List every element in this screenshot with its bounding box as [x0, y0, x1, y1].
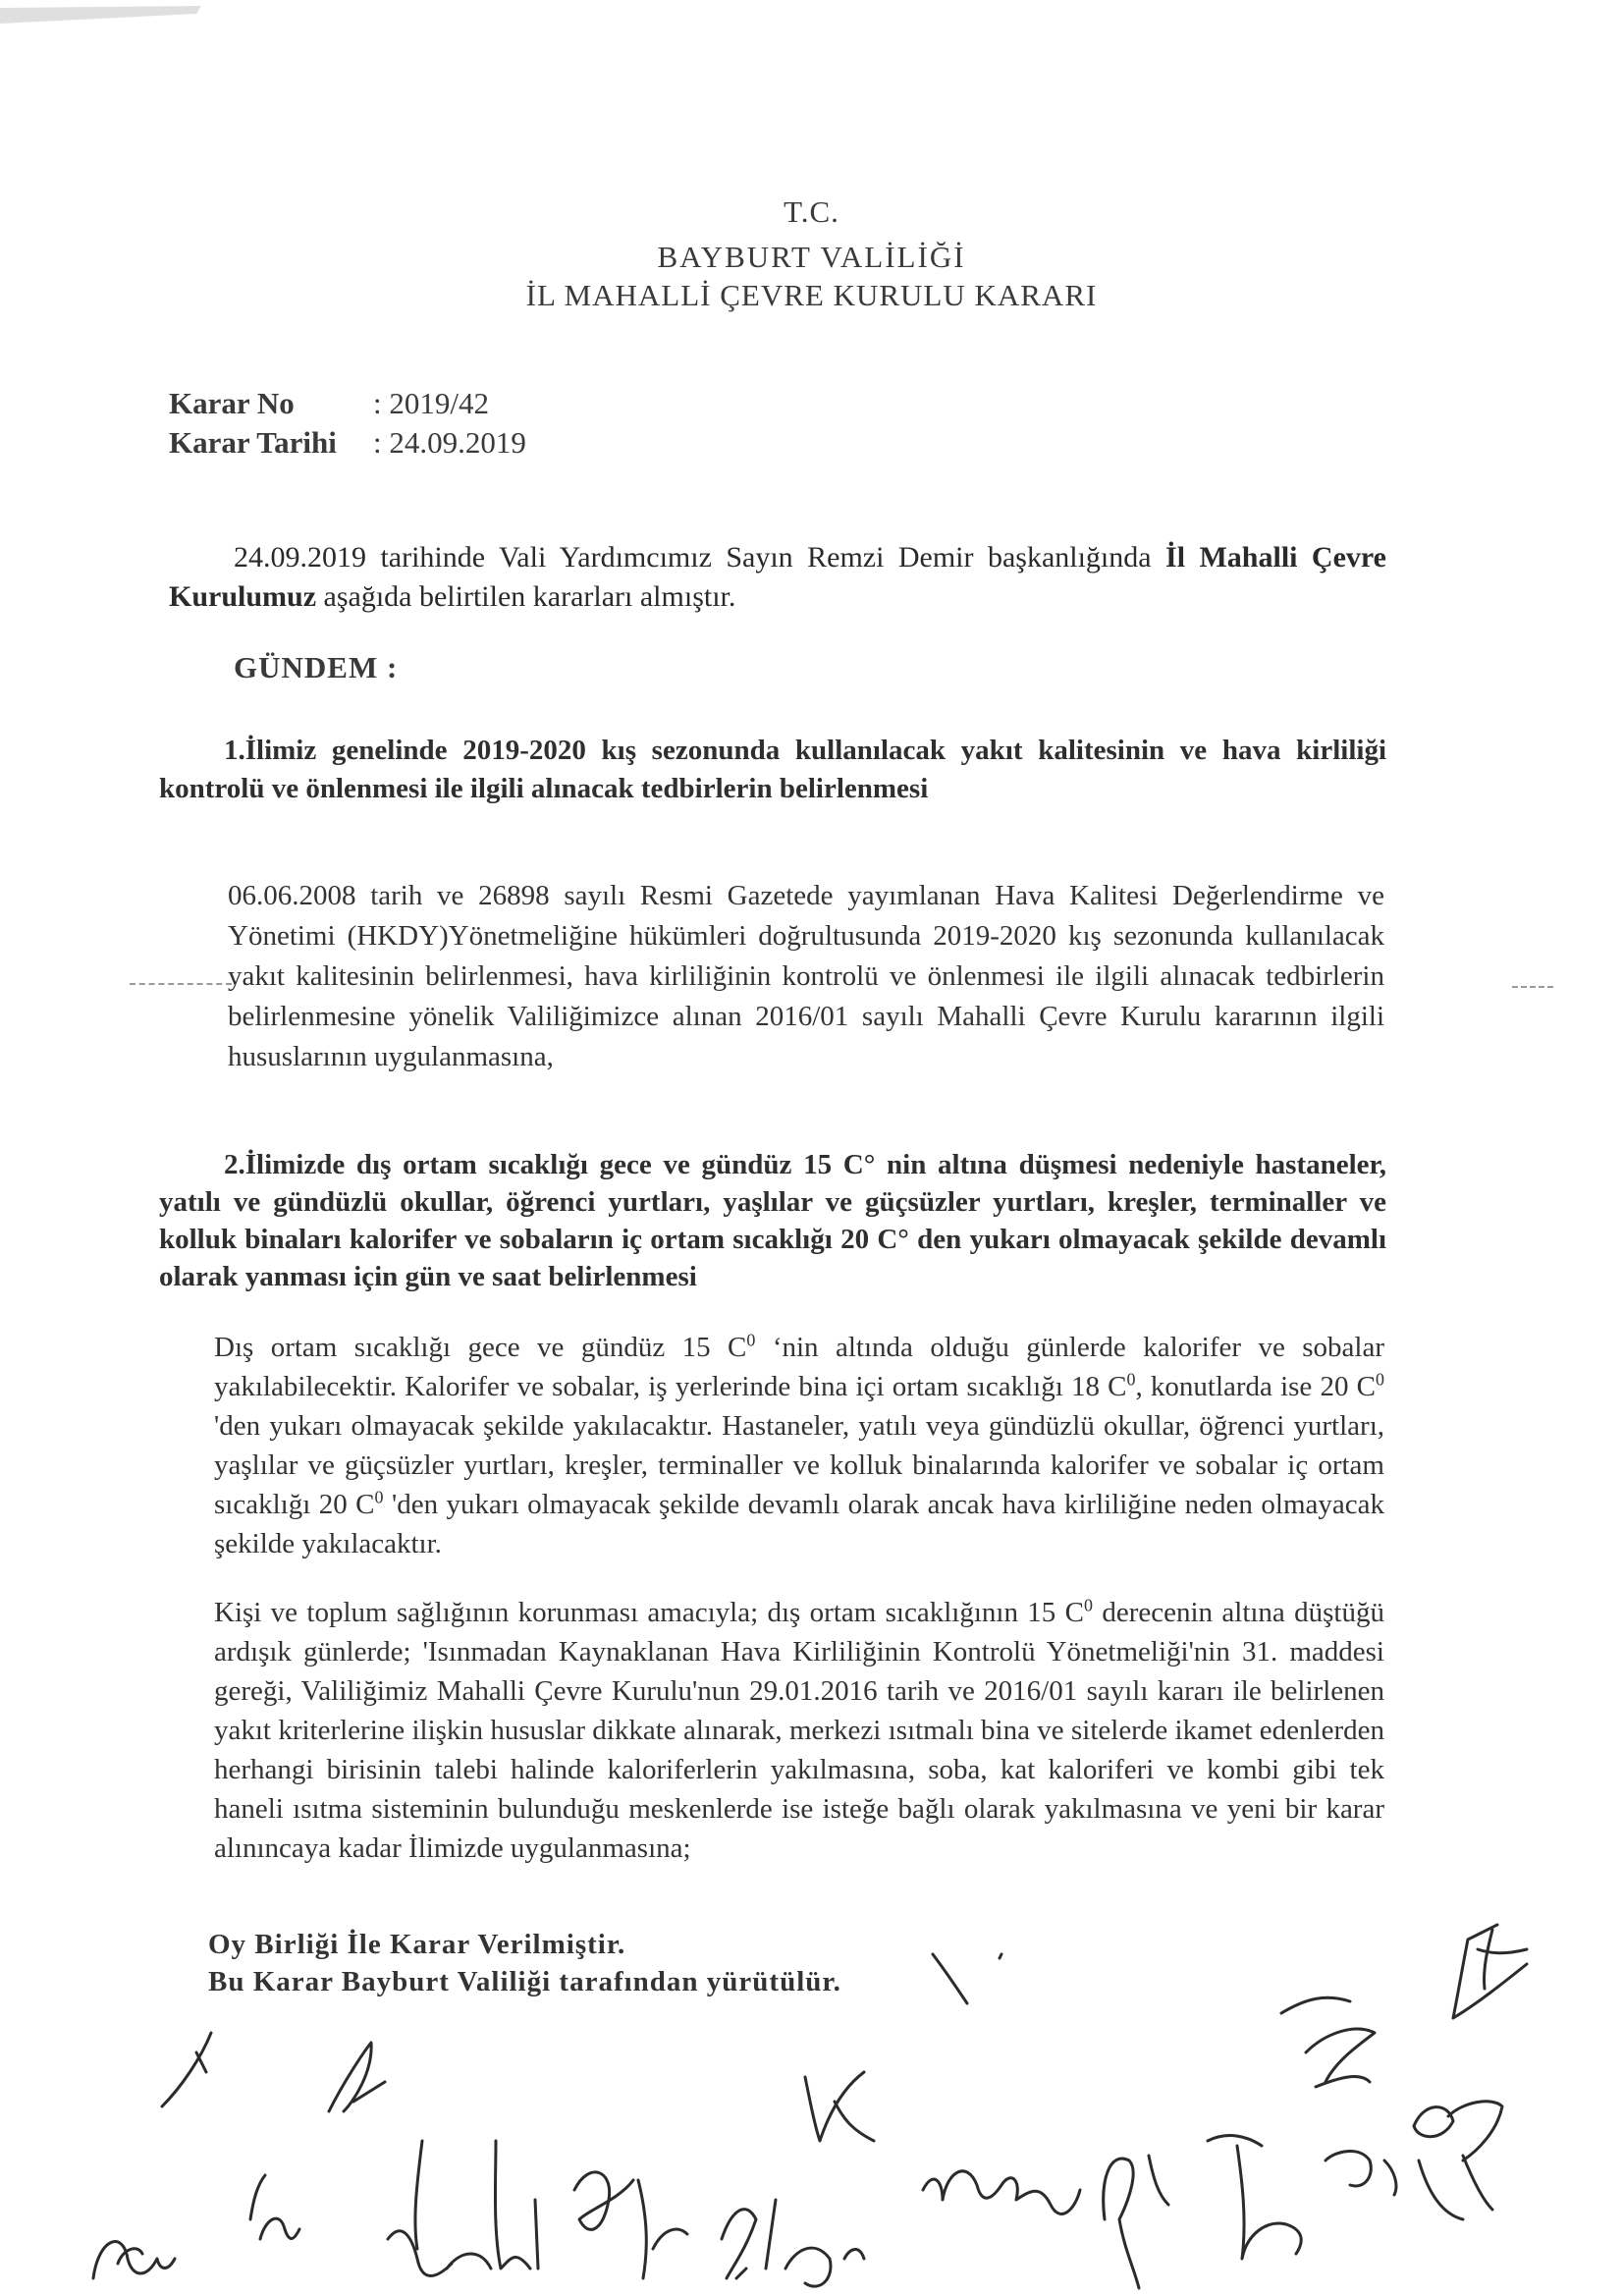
item2-body2: [214, 1593, 1384, 1868]
degree-sup-3: 0: [1376, 1369, 1384, 1390]
closing-line-1: Oy Birliği İle Karar Verilmiştir.: [208, 1929, 626, 1960]
signature-12: [1325, 2102, 1502, 2219]
gundem-label: GÜNDEM :: [234, 650, 399, 684]
body1-c: , konutlarda ise 20 C: [1135, 1371, 1376, 1402]
karar-tarihi-value: : 24.09.2019: [373, 425, 526, 460]
handwritten-signatures-icon: [0, 1846, 1623, 2296]
signature-2: [250, 2043, 385, 2239]
degree-sup-1: 0: [746, 1330, 756, 1350]
signature-11: [1281, 1997, 1375, 2087]
signature-6: [722, 2072, 874, 2278]
karar-no-label: Karar No: [169, 386, 295, 420]
signature-4: [495, 2141, 538, 2269]
karar-tarihi-label: Karar Tarihi: [169, 425, 337, 460]
header-tc: T.C.: [784, 194, 839, 229]
signature-9: [1104, 2156, 1168, 2288]
intro-paragraph: [169, 538, 1386, 617]
signature-1: [93, 2033, 211, 2278]
signature-5: [574, 2172, 687, 2278]
signature-13: [1453, 1925, 1527, 2018]
karar-tarihi-row: [169, 425, 526, 461]
header-karar-title: İL MAHALLİ ÇEVRE KURULU KARARI: [525, 278, 1098, 312]
body1-a: Dış ortam sıcaklığı gece ve gündüz 15 C: [214, 1332, 747, 1363]
scan-dash-left: [130, 983, 232, 985]
signature-3: [388, 2141, 491, 2276]
signature-7: [785, 2248, 864, 2286]
intro-text-1: 24.09.2019 tarihinde Vali Yardımcımız Sayın Remzi Demir başkanlığında: [234, 541, 1166, 574]
body2-a: Kişi ve toplum sağlığının korunması amacıyla; dış ortam sıcaklığının 15 C: [214, 1597, 1084, 1628]
item1-body: 06.06.2008 tarih ve 26898 sayılı Resmi Gazetede yayımlanan Hava Kalitesi Değerlendirme ve Yönetimi (HKDY)Yönetmeliğine hükümleri doğrultusunda 2019-2020 kış sezonunda kullanılacak yakıt kalitesinin belirlenmesi, hava kirliliğinin kontrolü ve önlenmesi ile ilgili alınacak tedbirlerin belirlenmesine yönelik Valiliğimizce alınan 2016/01 sayılı Mahalli Çevre Kurulu kararının ilgili hususlarının uygulanmasına,: [228, 880, 1384, 1072]
item2-title: 2.İlimizde dış ortam sıcaklığı gece ve gündüz 15 C° nin altına düşmesi nedeniyle hastaneler, yatılı ve gündüzlü okullar, öğrenci yurtları, yaşlılar ve güçsüzler yurtları, kreşler, terminaller ve kolluk binaları kalorifer ve sobaların iç ortam sıcaklığı 20 C° den yukarı olmayacak şekilde devamlı olarak yanması için gün ve saat belirlenmesi: [159, 1149, 1386, 1292]
body1-e: 'den yukarı olmayacak şekilde devamlı olarak ancak hava kirliliğine neden olmayacak şekilde yakılacaktır.: [214, 1489, 1384, 1559]
intro-bold: İl Mahalli Çevre Kurulumuz: [169, 541, 1386, 613]
scan-dash-right: [1512, 986, 1553, 988]
body1-d: 'den yukarı olmayacak şekilde yakılacaktır. Hastaneler, yatılı veya gündüzlü okullar, öğrenci yurtları, yaşlılar ve güçsüzler yurtları, kreşler, terminaller ve kolluk binalarında kalorifer ve sobalar iç ortam sıcaklığı 20 C: [214, 1410, 1384, 1520]
item2-body1: [214, 1328, 1384, 1563]
degree-sup-2: 0: [1126, 1369, 1136, 1390]
degree-sup-5: 0: [1084, 1595, 1093, 1615]
signature-8: [923, 2171, 1080, 2214]
intro-text-2: aşağıda belirtilen kararları almıştır.: [316, 580, 736, 613]
scan-corner-mark: [0, 0, 216, 39]
signature-10: [1208, 2136, 1301, 2259]
header-valilik: BAYBURT VALİLİĞİ: [657, 240, 966, 274]
karar-no-row: [169, 386, 489, 421]
degree-sup-4: 0: [374, 1487, 384, 1507]
body1-b: ‘nin altında olduğu günlerde kalorifer ve sobalar yakılabilecektir. Kalorifer ve sobalar, iş yerlerinde bina içi ortam sıcaklığı 18 C: [214, 1332, 1385, 1402]
karar-no-value: : 2019/42: [373, 386, 489, 420]
item1-title: 1.İlimiz genelinde 2019-2020 kış sezonunda kullanılacak yakıt kalitesinin ve hava kirliliği kontrolü ve önlenmesi ile ilgili alınacak tedbirlerin belirlenmesi: [159, 735, 1386, 804]
signature-14: [933, 1954, 1001, 2003]
closing-line-2: Bu Karar Bayburt Valiliği tarafından yürütülür.: [208, 1966, 841, 1997]
body2-b: derecenin altına düştüğü ardışık günlerde; 'Isınmadan Kaynaklanan Hava Kirliliğinin Kontrolü Yönetmeliği'nin 31. maddesi gereği, Valiliğimiz Mahalli Çevre Kurulu'nun 29.01.2016 tarih ve 2016/01 sayılı kararı ile belirlenen yakıt kriterlerine ilişkin hususlar dikkate alınarak, merkezi ısıtmalı bina ve sitelerde ikamet edenlerden herhangi birisinin talebi halinde kaloriferlerin yakılmasına, soba, kat kaloriferi ve kombi gibi tek haneli ısıtma sisteminin bulunduğu meskenlerde ise isteğe bağlı olarak yakılmasına ve yeni bir karar alınıncaya kadar İlimizde uygulanmasına;: [214, 1597, 1384, 1864]
